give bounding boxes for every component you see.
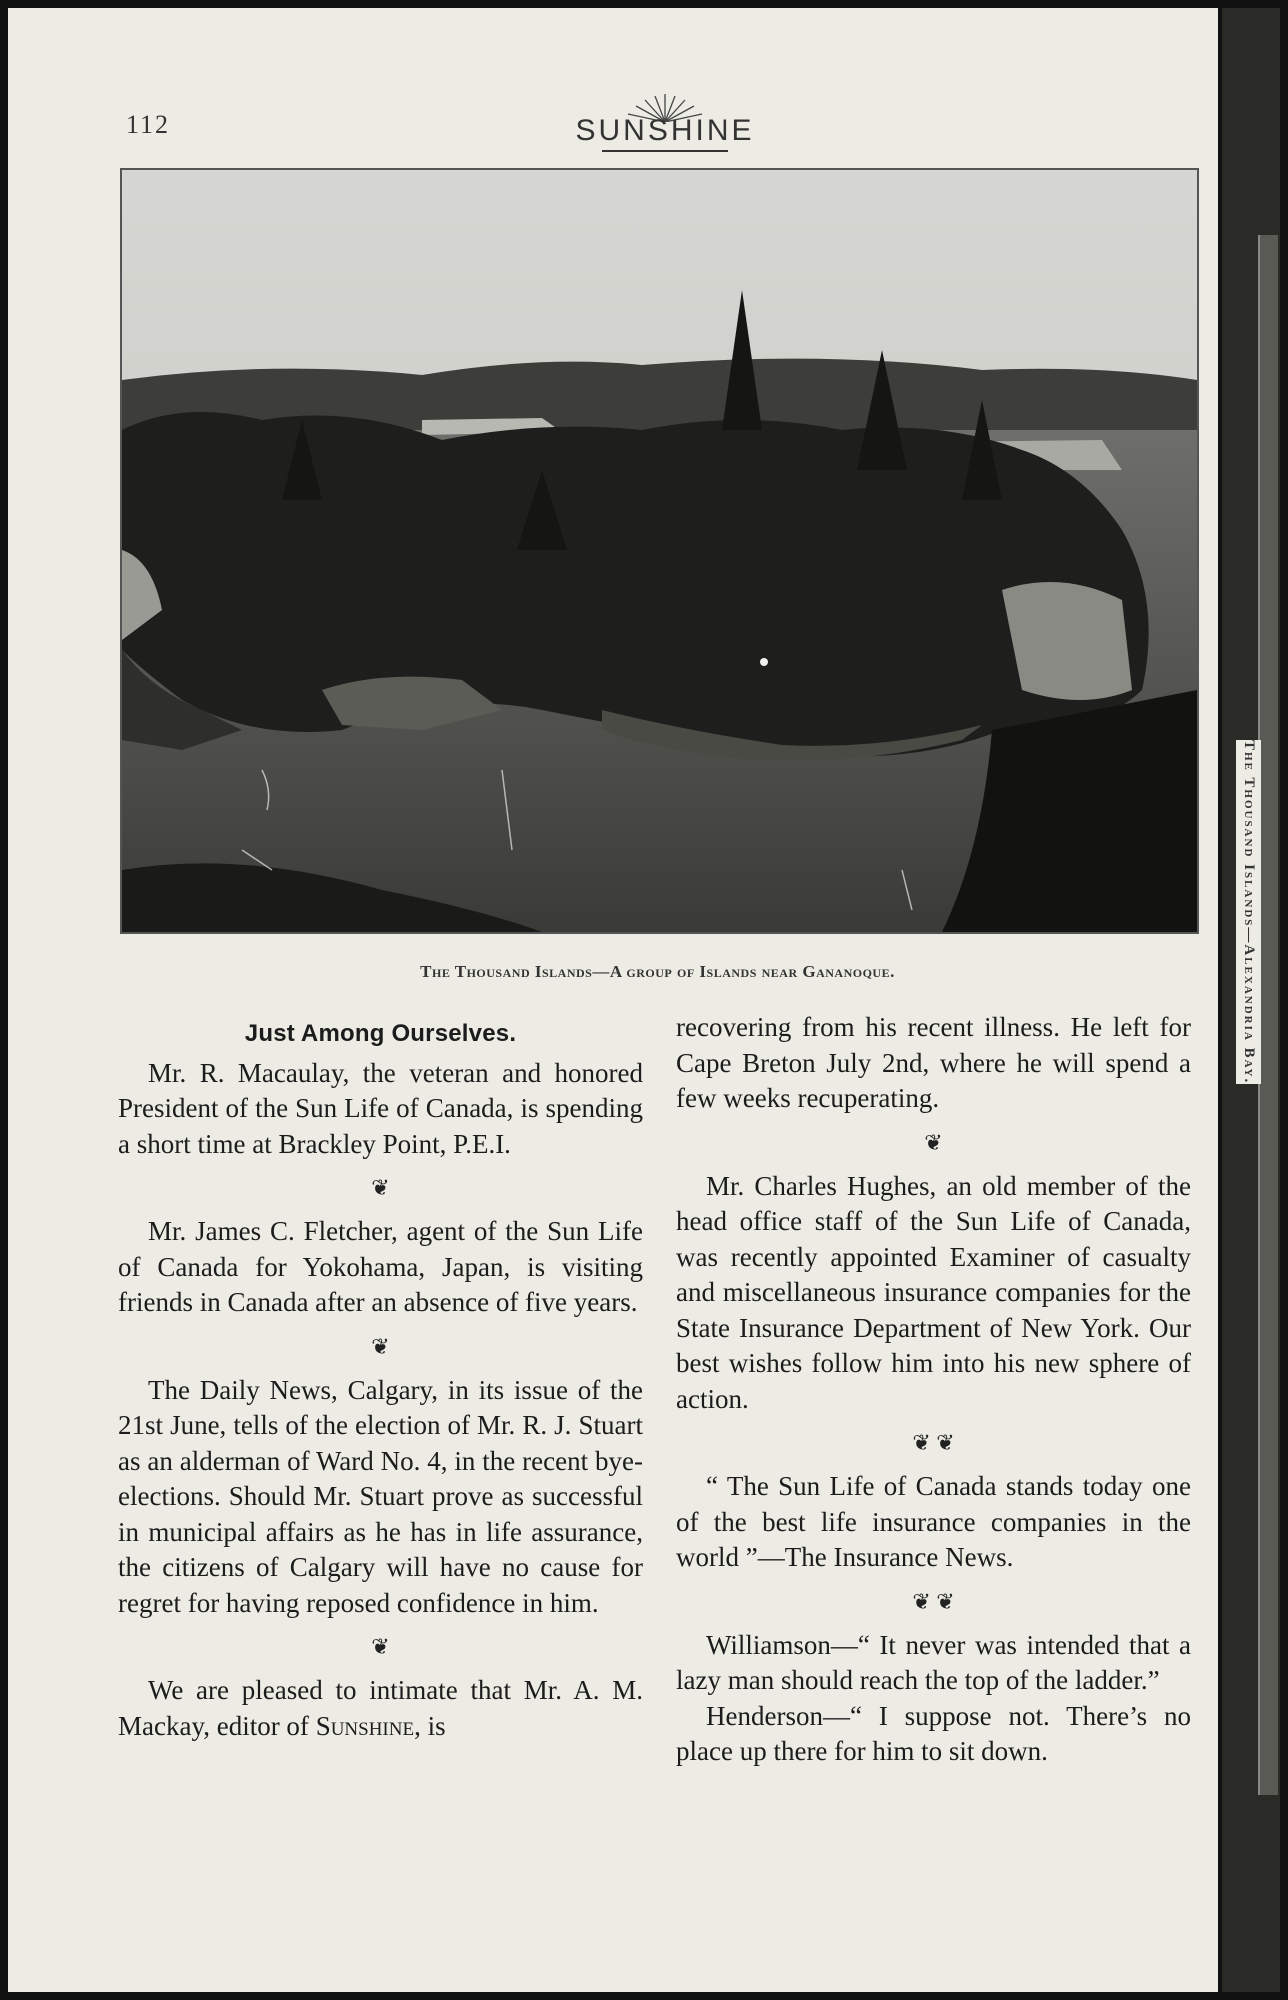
paragraph-williamson: Williamson—“ It never was intended that a lazy man should reach the top of the ladder.” — [676, 1629, 1191, 1695]
left-column — [118, 1010, 643, 1744]
leaf-ornament-icon: ❦ — [371, 1175, 390, 1200]
mackay-text-end: , is — [414, 1710, 446, 1741]
leaf-ornament-icon: ❦ — [371, 1634, 390, 1659]
page-number: 112 — [126, 110, 171, 139]
leaf-ornament-icon: ❦ — [371, 1333, 390, 1359]
paragraph-hughes: Mr. Charles Hughes, an old member of the head office staff of the Sun Life of Canada, was recently appointed Examiner of casualty and miscellaneous insurance companies for the State Insurance Department of New York. Our best wishes follow him into his new sphere of action. — [676, 1170, 1191, 1414]
paragraph-mackay-continued: recovering from his recent illness. He left for Cape Breton July 2nd, where he will spend a few weeks recuperating. — [676, 1012, 1191, 1113]
leaf-ornament-icon: ❦ ❦ — [912, 1588, 955, 1614]
facing-page-photo-edge — [1258, 235, 1278, 1795]
paragraph-macaulay: Mr. R. Macaulay, the veteran and honored President of the Sun Life of Canada, is spending a short time at Brackley Point, P.E.I. — [118, 1057, 643, 1159]
landscape-image — [122, 170, 1197, 932]
masthead-title: SUNSHINE — [575, 114, 755, 147]
paragraph-fletcher: Mr. James C. Fletcher, agent of the Sun Life of Canada for Yokohama, Japan, is visiting friends in Canada after an absence of five years. — [118, 1216, 643, 1317]
mackay-text-start: We are pleased to intimate that Mr. A. M. Mackay, editor of — [118, 1675, 643, 1741]
sunshine-smallcaps: Sunshine — [315, 1710, 415, 1741]
masthead-rule — [602, 150, 728, 152]
leaf-ornament-icon: ❦ ❦ — [912, 1430, 955, 1455]
paragraph-mackay — [118, 1673, 643, 1744]
paragraph-henderson: Henderson—“ I suppose not. There’s no place up there for him to sit down. — [676, 1700, 1191, 1766]
right-column — [676, 1010, 1191, 1770]
section-heading: Just Among Ourselves. — [244, 1020, 517, 1047]
photo-caption: The Thousand Islands—A group of Islands near Gananoque. — [420, 962, 895, 981]
leaf-ornament-icon: ❦ — [924, 1129, 943, 1155]
masthead — [560, 92, 770, 152]
paragraph-insurance-news: “ The Sun Life of Canada stands today one of the best life insurance companies in the world ”—The Insurance News. — [676, 1471, 1191, 1572]
thousand-islands-photo — [120, 168, 1199, 934]
side-caption: The Thousand Islands—Alexandria Bay. — [1236, 740, 1261, 1084]
paragraph-stuart: The Daily News, Calgary, in its issue of the 21st June, tells of the election of Mr. R. J. Stuart as an alderman of Ward No. 4, in the recent bye-elections. Should Mr. Stuart prove as successful in municipal affairs as he has in life assurance, the citizens of Calgary will have no cause for regret for having reposed confidence in him. — [118, 1374, 643, 1618]
